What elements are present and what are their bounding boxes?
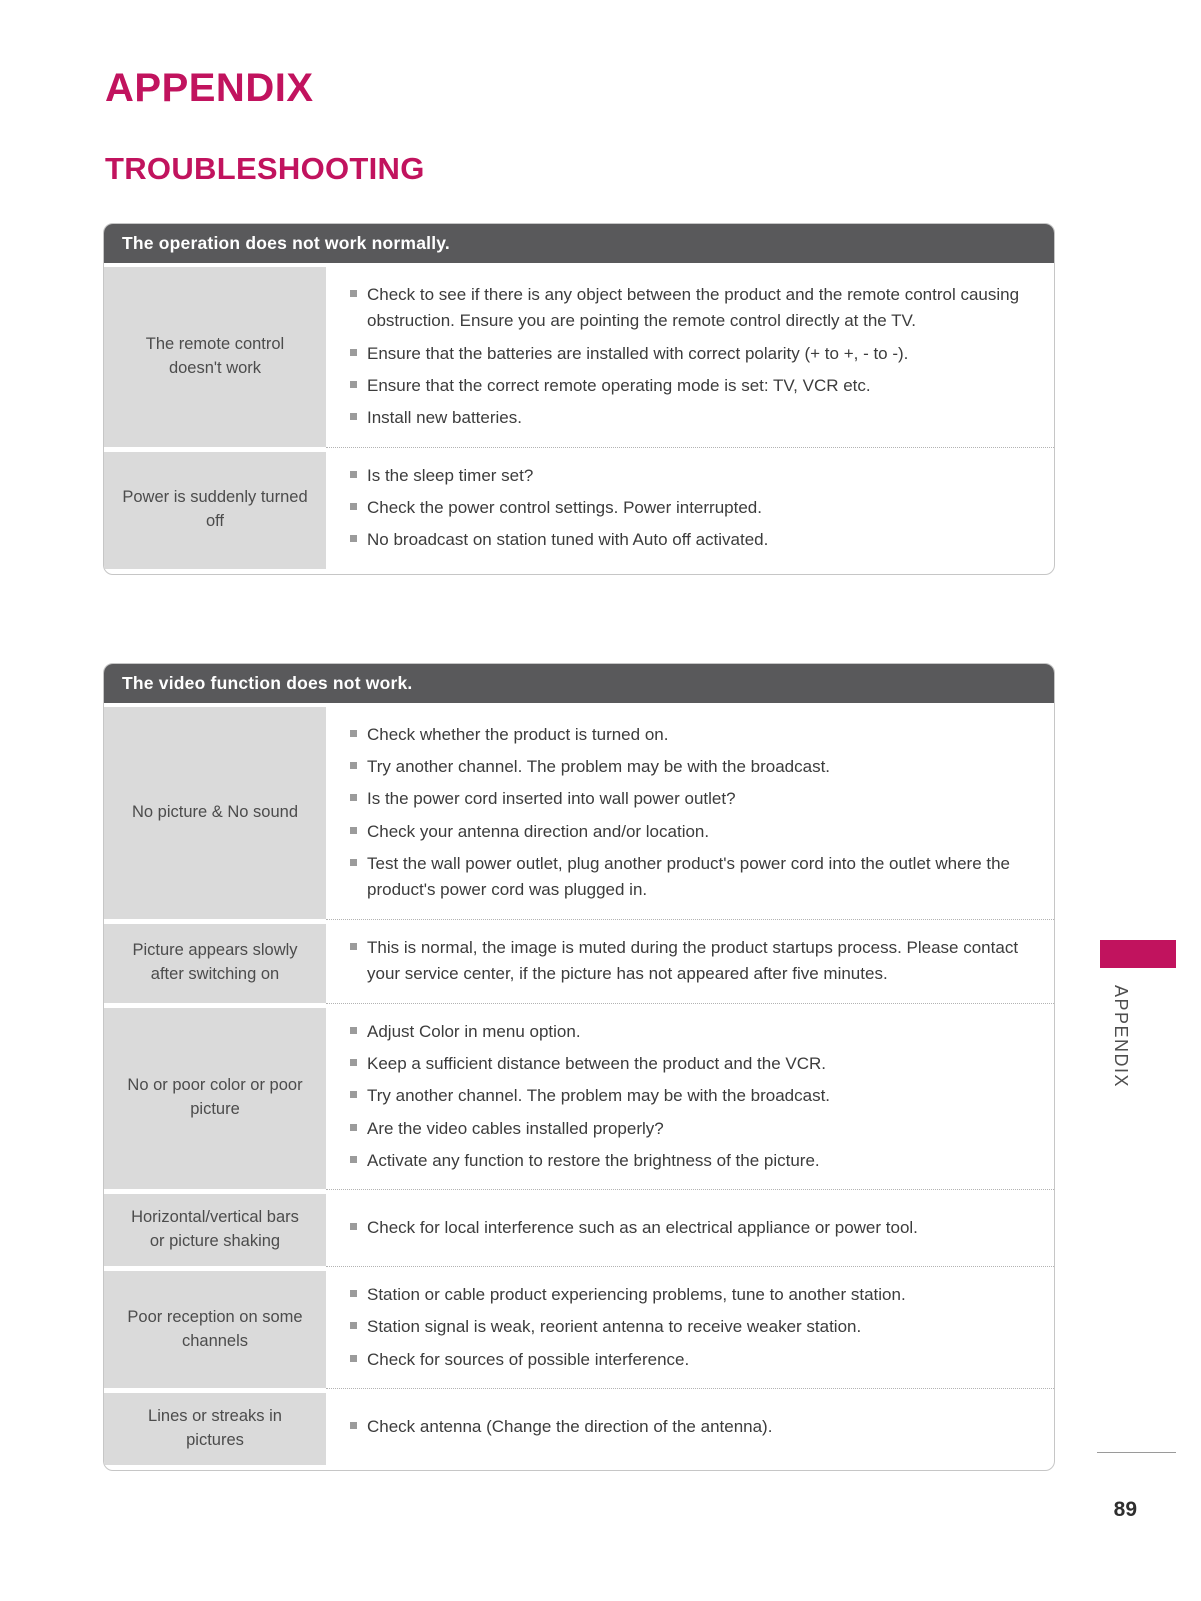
page-title: APPENDIX xyxy=(105,66,314,110)
troubleshooting-table-video xyxy=(103,663,1055,1471)
problem-cell: The remote control doesn't work xyxy=(104,267,326,447)
bullet-icon xyxy=(350,1091,357,1098)
bullet-icon xyxy=(350,535,357,542)
table-row xyxy=(104,1003,1054,1190)
solution-text: Keep a sufficient distance between the product and the VCR. xyxy=(367,1053,826,1073)
solutions-cell xyxy=(326,1003,1054,1190)
solution-item xyxy=(350,1019,1032,1045)
solutions-cell xyxy=(326,919,1054,1003)
table-row xyxy=(104,1388,1054,1465)
solution-item xyxy=(350,1148,1032,1174)
solution-item xyxy=(350,786,1032,812)
solution-text: Test the wall power outlet, plug another product's power cord into the outlet where the product's power cord was plugged in. xyxy=(367,854,1011,900)
solution-item xyxy=(350,341,1032,367)
solution-text: Adjust Color in menu option. xyxy=(367,1021,581,1041)
section-tab-marker xyxy=(1100,940,1176,968)
solution-item xyxy=(350,819,1032,845)
problem-cell: Lines or streaks in pictures xyxy=(104,1393,326,1465)
solution-item xyxy=(350,405,1032,431)
solution-text: Try another channel. The problem may be with the broadcast. xyxy=(367,1086,831,1106)
troubleshooting-table-operation xyxy=(103,223,1055,575)
problem-cell: Power is suddenly turned off xyxy=(104,452,326,569)
solution-text: Activate any function to restore the brightness of the picture. xyxy=(367,1150,820,1170)
solutions-cell xyxy=(326,1388,1054,1465)
table-row xyxy=(104,919,1054,1003)
solutions-cell xyxy=(326,1189,1054,1266)
sidebar-section-label: APPENDIX xyxy=(1111,985,1131,1089)
solution-text: Is the sleep timer set? xyxy=(367,465,534,485)
bullet-icon xyxy=(350,827,357,834)
solution-text: Check antenna (Change the direction of the antenna). xyxy=(367,1416,773,1436)
problem-cell: Picture appears slowly after switching on xyxy=(104,924,326,1003)
table-body xyxy=(104,263,1054,574)
table-row xyxy=(104,267,1054,447)
bullet-icon xyxy=(350,859,357,866)
solutions-cell xyxy=(326,707,1054,919)
bullet-icon xyxy=(350,1124,357,1131)
solution-item xyxy=(350,527,1032,553)
solution-text: Check to see if there is any object between the product and the remote control causing obstruction. Ensure you are pointing the remote control directly at the TV. xyxy=(367,285,1020,331)
bullet-icon xyxy=(350,1059,357,1066)
solution-item xyxy=(350,1083,1032,1109)
solution-item xyxy=(350,754,1032,780)
bullet-icon xyxy=(350,794,357,801)
solution-item xyxy=(350,935,1032,988)
solution-item xyxy=(350,1347,1032,1373)
solution-text: Ensure that the correct remote operating mode is set: TV, VCR etc. xyxy=(367,376,871,396)
table-row xyxy=(104,1189,1054,1266)
table-row xyxy=(104,707,1054,919)
solution-item xyxy=(350,722,1032,748)
bullet-icon xyxy=(350,1027,357,1034)
bullet-icon xyxy=(350,1156,357,1163)
solution-item xyxy=(350,495,1032,521)
solutions-cell xyxy=(326,447,1054,569)
problem-cell: Poor reception on some channels xyxy=(104,1271,326,1388)
solution-item xyxy=(350,1414,1032,1440)
solution-item xyxy=(350,1282,1032,1308)
bullet-icon xyxy=(350,503,357,510)
bullet-icon xyxy=(350,290,357,297)
bullet-icon xyxy=(350,762,357,769)
solution-item xyxy=(350,1215,1032,1241)
table-body xyxy=(104,703,1054,1470)
problem-cell: No picture & No sound xyxy=(104,707,326,919)
solution-item xyxy=(350,1116,1032,1142)
bullet-icon xyxy=(350,381,357,388)
solution-text: Are the video cables installed properly? xyxy=(367,1118,664,1138)
page-number: 89 xyxy=(1113,1498,1137,1521)
solution-text: Check whether the product is turned on. xyxy=(367,724,669,744)
solution-item xyxy=(350,373,1032,399)
solutions-cell xyxy=(326,267,1054,447)
solution-text: Check for local interference such as an electrical appliance or power tool. xyxy=(367,1217,918,1237)
bullet-icon xyxy=(350,1223,357,1230)
solution-text: Check for sources of possible interference. xyxy=(367,1349,690,1369)
solution-item xyxy=(350,1051,1032,1077)
footer-divider xyxy=(1097,1452,1176,1453)
solution-text: Station signal is weak, reorient antenna to receive weaker station. xyxy=(367,1317,862,1337)
problem-cell: No or poor color or poor picture xyxy=(104,1008,326,1190)
bullet-icon xyxy=(350,1290,357,1297)
table-row xyxy=(104,447,1054,569)
bullet-icon xyxy=(350,1422,357,1429)
bullet-icon xyxy=(350,471,357,478)
bullet-icon xyxy=(350,413,357,420)
solutions-cell xyxy=(326,1266,1054,1388)
solution-item xyxy=(350,282,1032,335)
solution-text: Check your antenna direction and/or location. xyxy=(367,821,710,841)
solution-text: Is the power cord inserted into wall power outlet? xyxy=(367,789,736,809)
bullet-icon xyxy=(350,943,357,950)
solution-text: Install new batteries. xyxy=(367,408,522,428)
table-header: The video function does not work. xyxy=(104,664,1054,703)
bullet-icon xyxy=(350,349,357,356)
bullet-icon xyxy=(350,730,357,737)
solution-item xyxy=(350,463,1032,489)
table-row xyxy=(104,1266,1054,1388)
solution-text: Station or cable product experiencing problems, tune to another station. xyxy=(367,1285,906,1305)
solution-item xyxy=(350,1314,1032,1340)
solution-text: Try another channel. The problem may be with the broadcast. xyxy=(367,757,831,777)
solution-text: Check the power control settings. Power interrupted. xyxy=(367,498,762,518)
solution-item xyxy=(350,851,1032,904)
section-title: TROUBLESHOOTING xyxy=(105,151,425,186)
bullet-icon xyxy=(350,1322,357,1329)
bullet-icon xyxy=(350,1355,357,1362)
table-header: The operation does not work normally. xyxy=(104,224,1054,263)
problem-cell: Horizontal/vertical bars or picture shaking xyxy=(104,1194,326,1266)
solution-text: No broadcast on station tuned with Auto off activated. xyxy=(367,530,769,550)
solution-text: Ensure that the batteries are installed with correct polarity (+ to +, - to -). xyxy=(367,343,909,363)
solution-text: This is normal, the image is muted during the product startups process. Please contact your service center, if the picture has not appeared after five minutes. xyxy=(367,937,1019,984)
